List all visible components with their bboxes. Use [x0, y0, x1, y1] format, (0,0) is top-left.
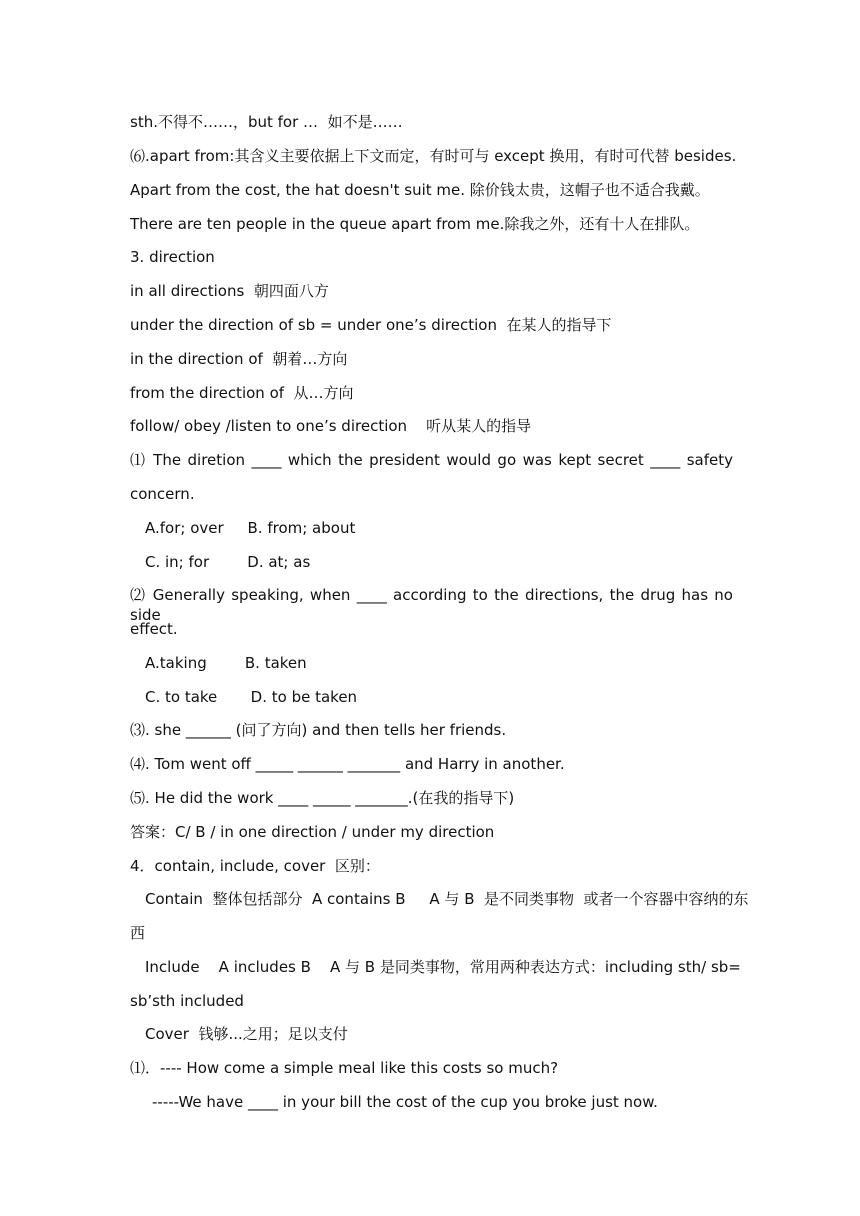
text-line: There are ten people in the queue apart from me.除我之外，还有十人在排队。 [130, 215, 700, 233]
answer-options: A.taking B. taken [145, 654, 307, 672]
question-line: ⑸. He did the work ____ _____ _______.(在我的指导下) [130, 789, 515, 807]
text-line: follow/ obey /listen to one’s direction 听从某人的指导 [130, 417, 532, 435]
question-line: effect. [130, 620, 178, 638]
question-line: -----We have ____ in your bill the cost of the cup you broke just now. [152, 1093, 658, 1111]
question-line: ⑷. Tom went off _____ ______ _______ and Harry in another. [130, 755, 565, 773]
text-line: in the direction of 朝着…方向 [130, 350, 348, 368]
question-line: concern. [130, 485, 195, 503]
question-line: ⑵ Generally speaking, when ____ according to the directions, the drug has no side [130, 586, 733, 624]
text-line: in all directions 朝四面八方 [130, 282, 329, 300]
text-line: ⑹.apart from:其含义主要依据上下文而定，有时可与 except 换用，有时可代替 besides. [130, 147, 737, 165]
text-line: Include A includes B A 与 B 是同类事物，常用两种表达方式：including sth/ sb= [145, 958, 741, 976]
text-line: Cover 钱够...之用；足以支付 [145, 1025, 348, 1043]
text-line: sth.不得不……，but for … 如不是…… [130, 113, 403, 131]
text-line: 西 [130, 924, 146, 942]
answer-key: 答案：C/ B / in one direction / under my direction [130, 823, 495, 841]
answer-options: A.for; over B. from; about [145, 519, 356, 537]
section-heading: 4．contain, include, cover 区别： [130, 857, 380, 875]
text-line: from the direction of 从…方向 [130, 384, 354, 402]
answer-options: C. to take D. to be taken [145, 688, 358, 706]
answer-options: C. in; for D. at; as [145, 553, 311, 571]
text-line: Contain 整体包括部分 A contains B A 与 B 是不同类事物 或者一个容器中容纳的东 [145, 890, 749, 908]
text-line: Apart from the cost, the hat doesn't suit me. 除价钱太贵，这帽子也不适合我戴。 [130, 181, 710, 199]
text-line: under the direction of sb = under one’s direction 在某人的指导下 [130, 316, 612, 334]
question-line: ⑴ The diretion ____ which the president would go was kept secret ____ safety [130, 451, 733, 469]
question-line: ⑴．---- How come a simple meal like this costs so much? [130, 1059, 559, 1077]
text-line: sb’sth included [130, 992, 244, 1010]
section-heading: 3. direction [130, 248, 215, 266]
question-line: ⑶. she ______ (问了方向) and then tells her friends. [130, 721, 507, 739]
